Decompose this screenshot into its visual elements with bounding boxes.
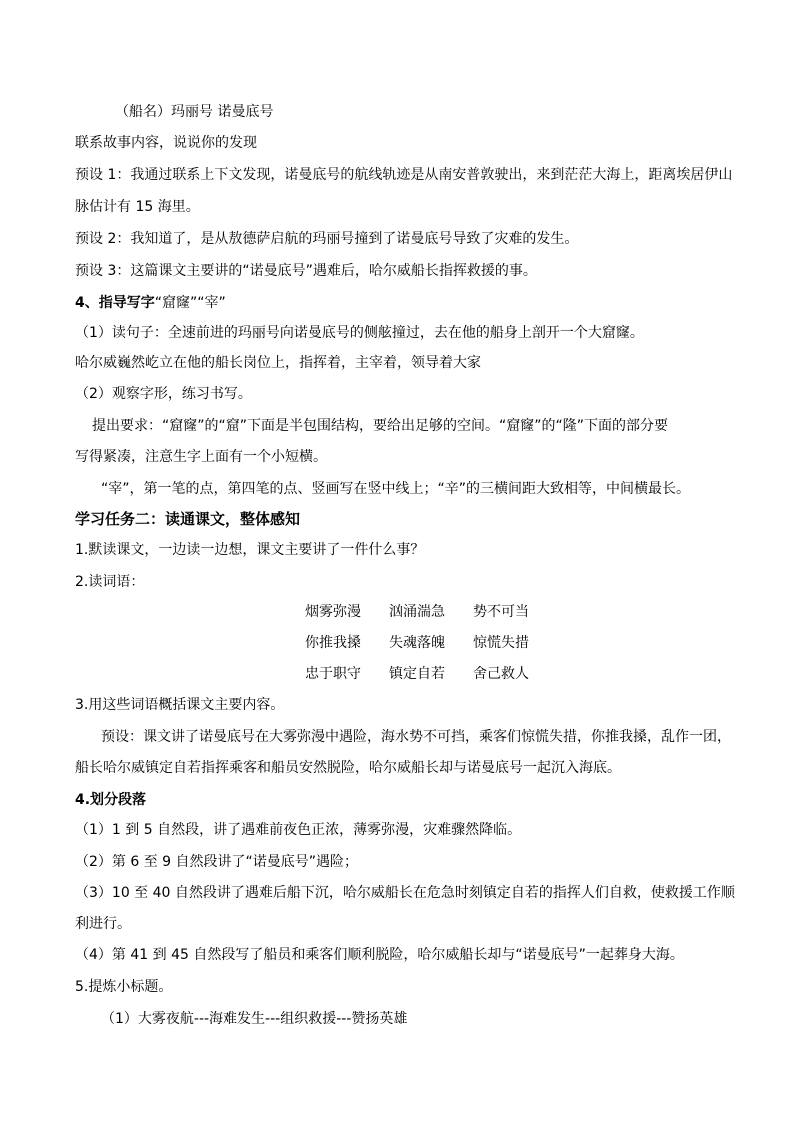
zai-char-guidance: “宰”，第一笔的点，第四笔的点、竖画写在竖中线上；“辛”的三横间距大致相等，中间横最长。 bbox=[101, 481, 691, 497]
read-sentence-line: （1）读句子：全速前进的玛丽号向诺曼底号的侧舷撞过，去在他的船身上剖开一个大窟窿。 bbox=[75, 325, 644, 341]
vocab-word: 你推我搡 bbox=[305, 635, 361, 651]
vocab-word: 镇定自若 bbox=[389, 666, 445, 682]
vocab-word: 势不可当 bbox=[473, 604, 529, 620]
ship-names-line: （船名）玛丽号 诺曼底号 bbox=[115, 104, 274, 120]
vocab-word: 汹涌湍急 bbox=[389, 604, 445, 620]
division-1: （1）1 到 5 自然段，讲了遇难前夜色正浓，薄雾弥漫，灾难骤然降临。 bbox=[75, 822, 522, 838]
summarize-prompt: 3.用这些词语概括课文主要内容。 bbox=[75, 697, 285, 713]
subtitle-prompt: 5.提炼小标题。 bbox=[75, 979, 173, 995]
writing-guidance-title: 4、指导写字 bbox=[75, 295, 155, 311]
silent-read-question: 1.默读课文，一边读一边想，课文主要讲了一件什么事？ bbox=[75, 542, 425, 558]
vocab-word: 舍己救人 bbox=[473, 666, 529, 682]
summary-preset-line-2: 船长哈尔威镇定自若指挥乘客和船员安然脱险，哈尔威船长却与诺曼底号一起沉入海底。 bbox=[75, 760, 621, 776]
preset-3: 预设 3：这篇课文主要讲的“诺曼底号”遇难后，哈尔威船长指挥救援的事。 bbox=[75, 263, 537, 279]
summary-preset-line-1: 预设：课文讲了诺曼底号在大雾弥漫中遇险，海水势不可挡，乘客们惊慌失措，你推我搡，乱作一团， bbox=[101, 729, 731, 745]
read-words-label: 2.读词语： bbox=[75, 574, 145, 590]
observe-glyphs: （2）观察字形，练习书写。 bbox=[75, 386, 252, 402]
writing-guidance-heading bbox=[75, 293, 226, 313]
division-2: （2）第 6 至 9 自然段讲了“诺曼底号”遇险； bbox=[75, 854, 359, 870]
vocab-word: 烟雾弥漫 bbox=[305, 604, 361, 620]
sentence-2: 哈尔威巍然屹立在他的船长岗位上，指挥着，主宰着，领导着大家 bbox=[75, 355, 481, 371]
vocab-row-1 bbox=[305, 602, 557, 622]
preset-1-line-2: 脉估计有 15 海里。 bbox=[75, 199, 200, 215]
requirement-line-1: 提出要求：“窟窿”的“窟”下面是半包围结构，要给出足够的空间。“窟窿”的“隆”下面的部分要 bbox=[92, 418, 669, 434]
paragraph-division-heading: 4.划分段落 bbox=[75, 792, 147, 808]
task-two-heading: 学习任务二：读通课文，整体感知 bbox=[75, 510, 301, 528]
vocab-row-2 bbox=[305, 633, 557, 653]
requirement-line-2: 写得紧凑，注意生字上面有一个小短横。 bbox=[75, 449, 327, 465]
division-4: （4）第 41 到 45 自然段写了船员和乘客们顺利脱险，哈尔威船长却与“诺曼底号”一起葬身大海。 bbox=[75, 947, 684, 963]
division-3-line-1: （3）10 至 40 自然段讲了遇难后船下沉，哈尔威船长在危急时刻镇定自若的指挥人们自救，使救援工作顺 bbox=[75, 885, 735, 901]
vocab-word: 惊慌失措 bbox=[473, 635, 529, 651]
writing-guidance-chars: “窟窿”“宰” bbox=[154, 295, 226, 311]
vocab-row-3 bbox=[305, 664, 557, 684]
preset-1-line-1: 预设 1：我通过联系上下文发现，诺曼底号的航线轨迹是从南安普敦驶出，来到茫茫大海上，距离埃居伊山 bbox=[75, 167, 733, 183]
division-3-line-2: 利进行。 bbox=[75, 916, 131, 932]
subtitle-sequence: （1）大雾夜航---海难发生---组织救援---赞扬英雄 bbox=[101, 1011, 408, 1027]
preset-2: 预设 2：我知道了，是从敖德萨启航的玛丽号撞到了诺曼底号导致了灾难的发生。 bbox=[75, 231, 579, 247]
vocab-word: 忠于职守 bbox=[305, 666, 361, 682]
vocab-word: 失魂落魄 bbox=[389, 635, 445, 651]
discussion-prompt: 联系故事内容，说说你的发现 bbox=[75, 135, 257, 151]
